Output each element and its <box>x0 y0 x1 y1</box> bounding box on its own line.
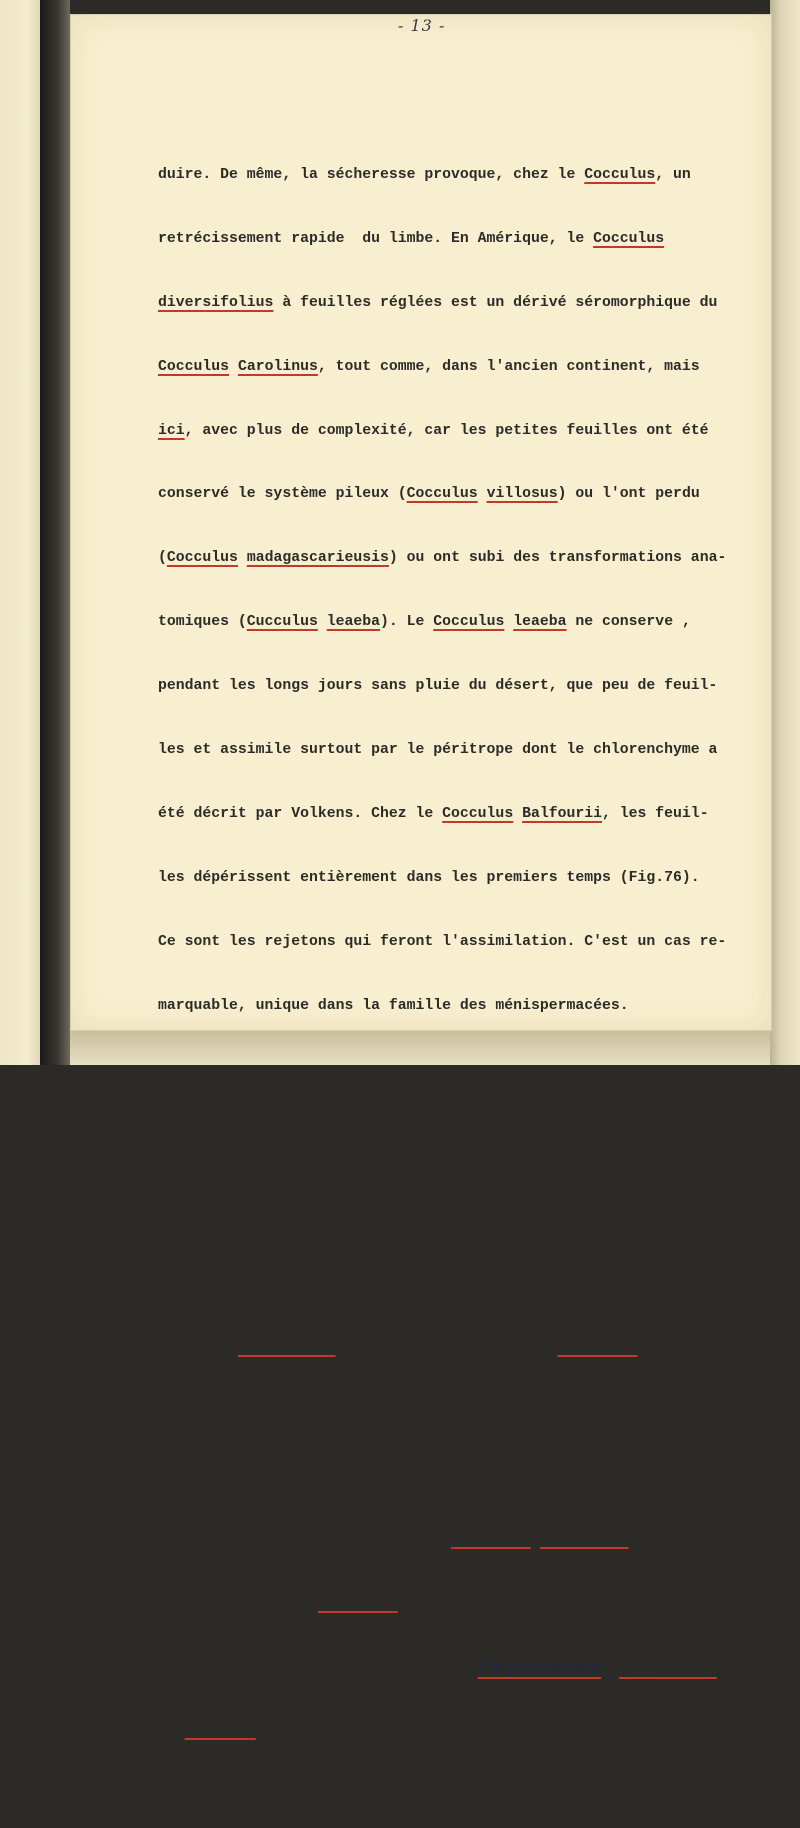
taxon-name: leaeba <box>326 614 381 631</box>
taxon-name: Cucculus <box>246 614 318 631</box>
text-line: Cocculus Carolinus, tout comme, dans l'ancien continent, mais <box>158 358 700 375</box>
text-line: et Cocculus est tout-à-fait normale dans les contrées froides <box>158 1723 700 1740</box>
page-number: - 13 - <box>398 16 446 35</box>
text-line: à la floraison - de même pour le Stéphania cyananthea et cer- <box>158 1531 700 1548</box>
text-line: retrécissement rapide du limbe. En Amérique, le Cocculus <box>158 230 665 247</box>
text-line: sécheresse). Cette chûte correspond, pour le stephania <box>158 1467 638 1484</box>
taxon-name: Cocculus <box>593 230 665 247</box>
taxon-name: Cocculus <box>158 358 230 375</box>
text-line: des plantes à feuilles persistantes. De nombreux Tinosporlac, <box>158 1276 700 1293</box>
text-line: conservé le système pileux (Cocculus villosus) ou l'ont perdu <box>158 486 700 503</box>
text-line: (Cocculus madagascarieusis) ou ont subi des transformations ana- <box>158 550 727 567</box>
text-line: quelques Cissampelos et certaines espèces de Stephania, font <box>158 1340 691 1357</box>
text-line: tomiques (Cucculus leaeba). Le Cocculus leaeba ne conserve , <box>158 614 691 631</box>
text-line: duire. De même, la sécheresse provoque, chez le Cocculus, un <box>158 167 691 183</box>
taxon-name: Menispernum <box>619 1661 717 1678</box>
taxon-name: Cocculus <box>442 805 514 822</box>
text-line: cun renouvellement régulier et périodique. Celles-ci sont donc <box>158 1212 709 1229</box>
text-line: diversifolius à feuilles réglées est un dérivé séromorphique du <box>158 294 718 311</box>
taxon-name: Cocculus <box>184 1723 256 1740</box>
taxon-name: villosus <box>486 486 558 503</box>
taxon-name: Cissampelos <box>237 1340 336 1357</box>
text-line: taines espèces de Stéphania des Indes et de la Chine. La chûte <box>158 1595 709 1612</box>
text-line: La feuille de la plupart des ménispermacées ne subit au- <box>204 1148 702 1165</box>
taxon-name: Carolinus <box>237 358 318 375</box>
right-page-edge <box>770 0 800 1065</box>
taxon-name: leaeba <box>513 614 567 631</box>
book-spine-shadow <box>40 0 70 1065</box>
left-page-edge <box>0 0 41 1065</box>
taxon-name: Balfourii <box>522 805 603 822</box>
taxon-name: diversifolius <box>158 294 274 311</box>
taxon-name: Cocculus <box>433 614 505 631</box>
handwritten-taxon: Calycocarpum <box>477 1657 602 1678</box>
taxon-name: Cocculus <box>406 486 478 503</box>
taxon-name: madagascarieusis <box>246 550 389 567</box>
document-body <box>158 112 768 1828</box>
text-line: pendant les longs jours sans pluie du désert, que peu de feuil- <box>158 678 718 695</box>
taxon-name: Stéphania <box>451 1531 531 1548</box>
text-line: périodique des feuilles des espèces Calycocarpum, Menispernum <box>158 1657 717 1678</box>
taxon-name: Stéphania <box>317 1595 398 1612</box>
taxon-name: Cocculus <box>166 550 238 567</box>
taxon-name: Stephania <box>557 1340 638 1357</box>
taxon-name: cyananthea <box>539 1531 629 1548</box>
text-line: Ce sont les rejetons qui feront l'assimilation. C'est un cas re- <box>158 933 727 950</box>
text-line: été décrit par Volkens. Chez le Cocculus Balfourii, les feuil- <box>158 805 709 822</box>
text-line: ici, avec plus de complexité, car les petites feuilles ont été <box>158 422 709 439</box>
text-line: exception (chûte totale des feuilles pendant la période de la <box>158 1404 700 1421</box>
text-line: les dépérissent entièrement dans les premiers temps (Fig.76). <box>158 869 700 886</box>
text-line: (l'hiver dans l'hémisphère boréal.) <box>158 1787 469 1804</box>
text-line: les et assimile surtout par le péritrope dont le chlorenchyme a <box>158 742 718 759</box>
taxon-name: Cocculus <box>584 167 656 183</box>
underlined-word: ici <box>158 422 185 439</box>
text-line: marquable, unique dans la famille des ménispermacées. <box>158 997 629 1014</box>
paragraph-gap <box>158 1070 768 1077</box>
